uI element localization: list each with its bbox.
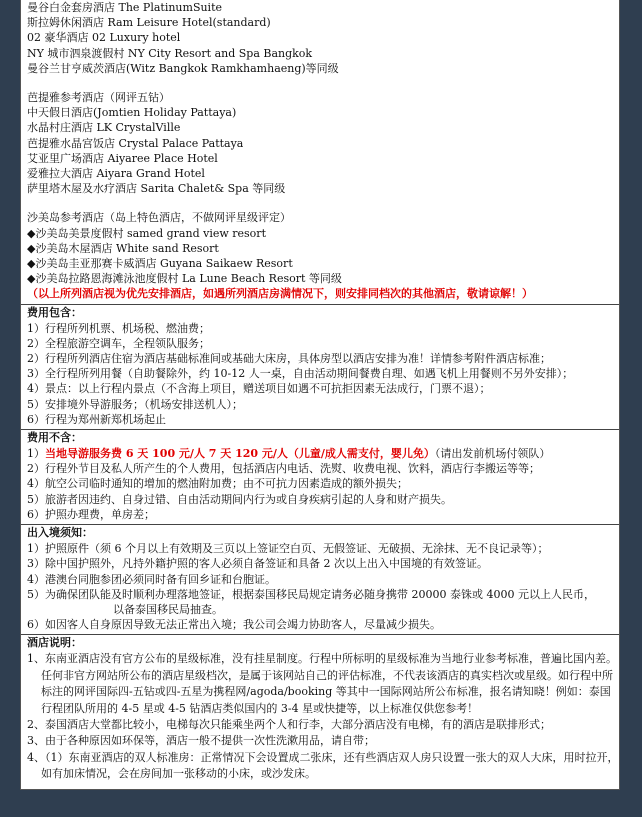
hotel-line: 水晶村庄酒店 LK CrystalVille — [27, 121, 181, 135]
samet-title: 沙美岛参考酒店（岛上特色酒店，不做网评星级评定） — [27, 211, 291, 225]
hotel-section — [21, 0, 619, 305]
entry-item: 3）除中国护照外，凡持外籍护照的客人必须自备签证和具备 2 次以上出入中国境的有效签证。 — [27, 557, 488, 571]
hotel-line: 斯拉姆休闲酒店 Ram Leisure Hotel(standard) — [27, 16, 271, 30]
hotel-line: ◆沙美岛拉路恩海滩泳池度假村 La Lune Beach Resort 等同级 — [27, 272, 342, 286]
hotel-line: ◆沙美岛美景度假村 samed grand view resort — [27, 226, 266, 240]
guide-fee-note: （请出发前机场付领队） — [434, 447, 551, 461]
hotel-line: 曼谷白金套房酒店 The PlatinumSuite — [27, 1, 223, 14]
hotel-line: 爱雅拉大酒店 Aiyara Grand Hotel — [27, 167, 205, 181]
excluded-item: 4）航空公司临时通知的增加的燃油附加费；由不可抗力因素造成的额外损失； — [27, 477, 408, 491]
hotel-line: 艾亚里广场酒店 Aiyaree Place Hotel — [27, 151, 218, 165]
excluded-item: 2）行程外节目及私人所产生的个人费用，包括酒店内电话、洗熨、收费电视、饮料，酒店行李搬运等等； — [27, 462, 540, 476]
entry-item: 4）港澳台同胞参团必须同时备有回乡证和台胞证。 — [27, 572, 276, 586]
entry-item: 5）为确保团队能及时顺利办理落地签证，根据泰国移民局规定请务必随身携带 20000 泰铢或 4000 元以上人民币， — [27, 587, 595, 601]
spacer — [27, 76, 619, 90]
item-number: 1） — [27, 447, 45, 461]
hotel-line: 曼谷兰甘亨威茨酒店(Witz Bangkok Ramkhamhaeng)等同级 — [27, 61, 339, 75]
included-item: 4）景点：以上行程内景点（不含海上项目，赠送项目如遇不可抗拒因素无法成行，门票不退）； — [27, 382, 491, 396]
excluded-item — [27, 446, 619, 461]
spacer — [27, 196, 619, 210]
excluded-title: 费用不含： — [27, 431, 82, 445]
hotel-line: NY 城市泗泉渡假村 NY City Resort and Spa Bangkok — [27, 46, 313, 60]
excluded-item: 5）旅游者因违约、自身过错、自由活动期间内行为或自身疾病引起的人身和财产损失。 — [27, 492, 452, 506]
itinerary-document — [20, 0, 620, 790]
pattaya-title: 芭提雅参考酒店（网评五钻） — [27, 91, 170, 105]
hotel-note: 1、东南亚酒店没有官方公布的星级标准，没有挂星制度。行程中所标明的星级标准为当地行业参考标准，普遍比国内差。任何非官方网站所公布的酒店星级档次，是属于该网站自己的评估标准，不代表该酒店的真实档次或星级。如行程中所标注的网评国际四-五钻或四-五星为携程网/agoda/booking 等其中一国际网站所公布标准，报名请知晓！例如：泰国行程团队所用的 4-5 星或 4-5 钻酒店类似国内的 3-4 星或快捷等，以上标准仅供您参考！ — [27, 652, 617, 715]
hotel-note: 3、由于各种原因如环保等，酒店一般不提供一次性洗漱用品，请自带； — [27, 734, 375, 748]
included-item: 6）行程为郑州新郑机场起止 — [27, 412, 166, 426]
included-title: 费用包含： — [27, 305, 82, 319]
included-item: 3）全行程所列用餐（自助餐除外，约 10-12 人一桌，自由活动期间餐费自理、如遇飞机上用餐则不另外安排）； — [27, 367, 574, 381]
hotel-note: 4、（1）东南亚酒店的双人标准房：正常情况下会设置成二张床，还有些酒店双人房只设置一张大的双人大床，用时拉开，如有加床情况，会在房间加一张移动的小床，或沙发床。 — [27, 750, 619, 781]
priority-note: （以上所列酒店视为优先安排酒店，如遇所列酒店房满情况下，则安排同档次的其他酒店，敬请谅解！） — [27, 287, 533, 301]
entry-title: 出入境须知： — [27, 526, 93, 540]
hotel-line: ◆沙美岛圭亚那赛卡威酒店 Guyana Saikaew Resort — [27, 257, 293, 271]
hotel-line: 芭提雅水晶宫饭店 Crystal Palace Pattaya — [27, 136, 244, 150]
hotel-line: 萨里塔木屋及水疗酒店 Sarita Chalet& Spa 等同级 — [27, 182, 286, 196]
guide-fee-text: 当地导游服务费 6 天 100 元/人 7 天 120 元/人（儿童/成人需支付，婴儿免） — [45, 447, 435, 461]
entry-item: 1）护照原件（须 6 个月以上有效期及三页以上签证空白页、无假签证、无破损、无涂抹、无不良记录等）； — [27, 542, 549, 556]
included-item: 5）安排境外导游服务；（机场安排送机人）； — [27, 397, 243, 411]
hotel-notes-title: 酒店说明： — [27, 636, 82, 650]
included-section — [21, 305, 619, 430]
entry-item-continued: 以备泰国移民局抽查。 — [113, 602, 223, 616]
included-item: 1）行程所列机票、机场税、燃油费； — [27, 321, 210, 335]
included-item: 2）行程所列酒店住宿为酒店基础标准间或基础大床房，具体房型以酒店安排为准！详情参考附件酒店标准； — [27, 352, 551, 366]
hotel-note: 2、泰国酒店大堂都比较小，电梯每次只能乘坐两个人和行李，大部分酒店没有电梯，有的酒店是联排形式； — [27, 717, 551, 731]
entry-section — [21, 525, 619, 635]
included-item: 2）全程旅游空调车，全程领队服务； — [27, 336, 210, 350]
excluded-section — [21, 430, 619, 525]
hotel-notes-section — [21, 635, 619, 784]
hotel-line: 中天假日酒店(Jomtien Holiday Pattaya) — [27, 106, 237, 120]
hotel-line: 02 豪华酒店 02 Luxury hotel — [27, 31, 181, 45]
hotel-line: ◆沙美岛木屋酒店 White sand Resort — [27, 241, 219, 255]
excluded-item: 6）护照办理费，单房差； — [27, 507, 155, 521]
entry-item: 6）如因客人自身原因导致无法正常出入境；我公司会竭力协助客人，尽量减少损失。 — [27, 618, 441, 632]
